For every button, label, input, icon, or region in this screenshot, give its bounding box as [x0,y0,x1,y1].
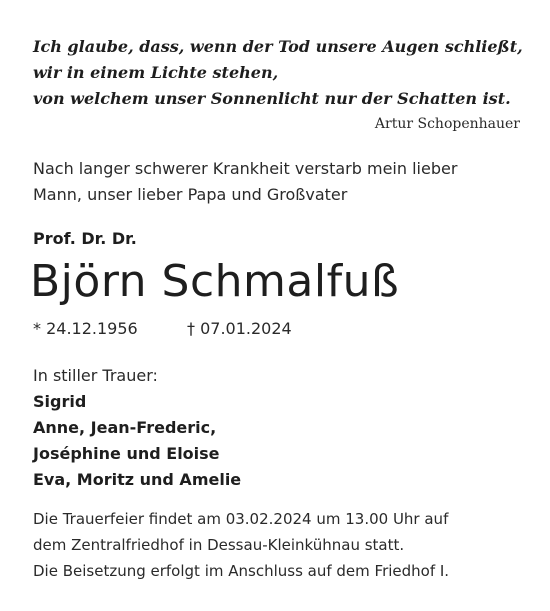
intro-line: Nach langer schwerer Krankheit verstarb mein lieber [33,159,458,178]
mourner-line: Eva, Moritz und Amelie [33,470,242,489]
death-date: † 07.01.2024 [187,319,292,338]
birth-date: * 24.12.1956 [33,319,138,338]
service-line: Die Beisetzung erfolgt im Anschluss auf dem Friedhof I. [33,562,450,580]
mourner-line: Joséphine und Eloise [33,444,220,463]
quote-line: von welchem unser Sonnenlicht nur der Schatten ist. [33,89,511,108]
intro-line: Mann, unser lieber Papa und Großvater [33,185,348,204]
deceased-honorific: Prof. Dr. Dr. [33,229,137,248]
deceased-name: Björn Schmalfuß [30,256,400,307]
mourner-line: Anne, Jean-Frederic, [33,418,217,437]
quote-line: wir in einem Lichte stehen, [33,63,279,82]
intro-text [33,156,523,208]
service-line: Die Trauerfeier findet am 03.02.2024 um 13.00 Uhr auf [33,510,449,528]
quote-line: Ich glaube, dass, wenn der Tod unsere Augen schließt, [33,37,523,56]
mourners-section [33,363,241,493]
service-line: dem Zentralfriedhof in Dessau-Kleinkühnau statt. [33,536,405,554]
mourning-label: In stiller Trauer: [33,366,158,385]
quote-author: Artur Schopenhauer [374,116,520,132]
service-info [33,506,533,584]
quote [33,34,523,112]
mourner-line: Sigrid [33,392,87,411]
life-dates [33,318,292,340]
